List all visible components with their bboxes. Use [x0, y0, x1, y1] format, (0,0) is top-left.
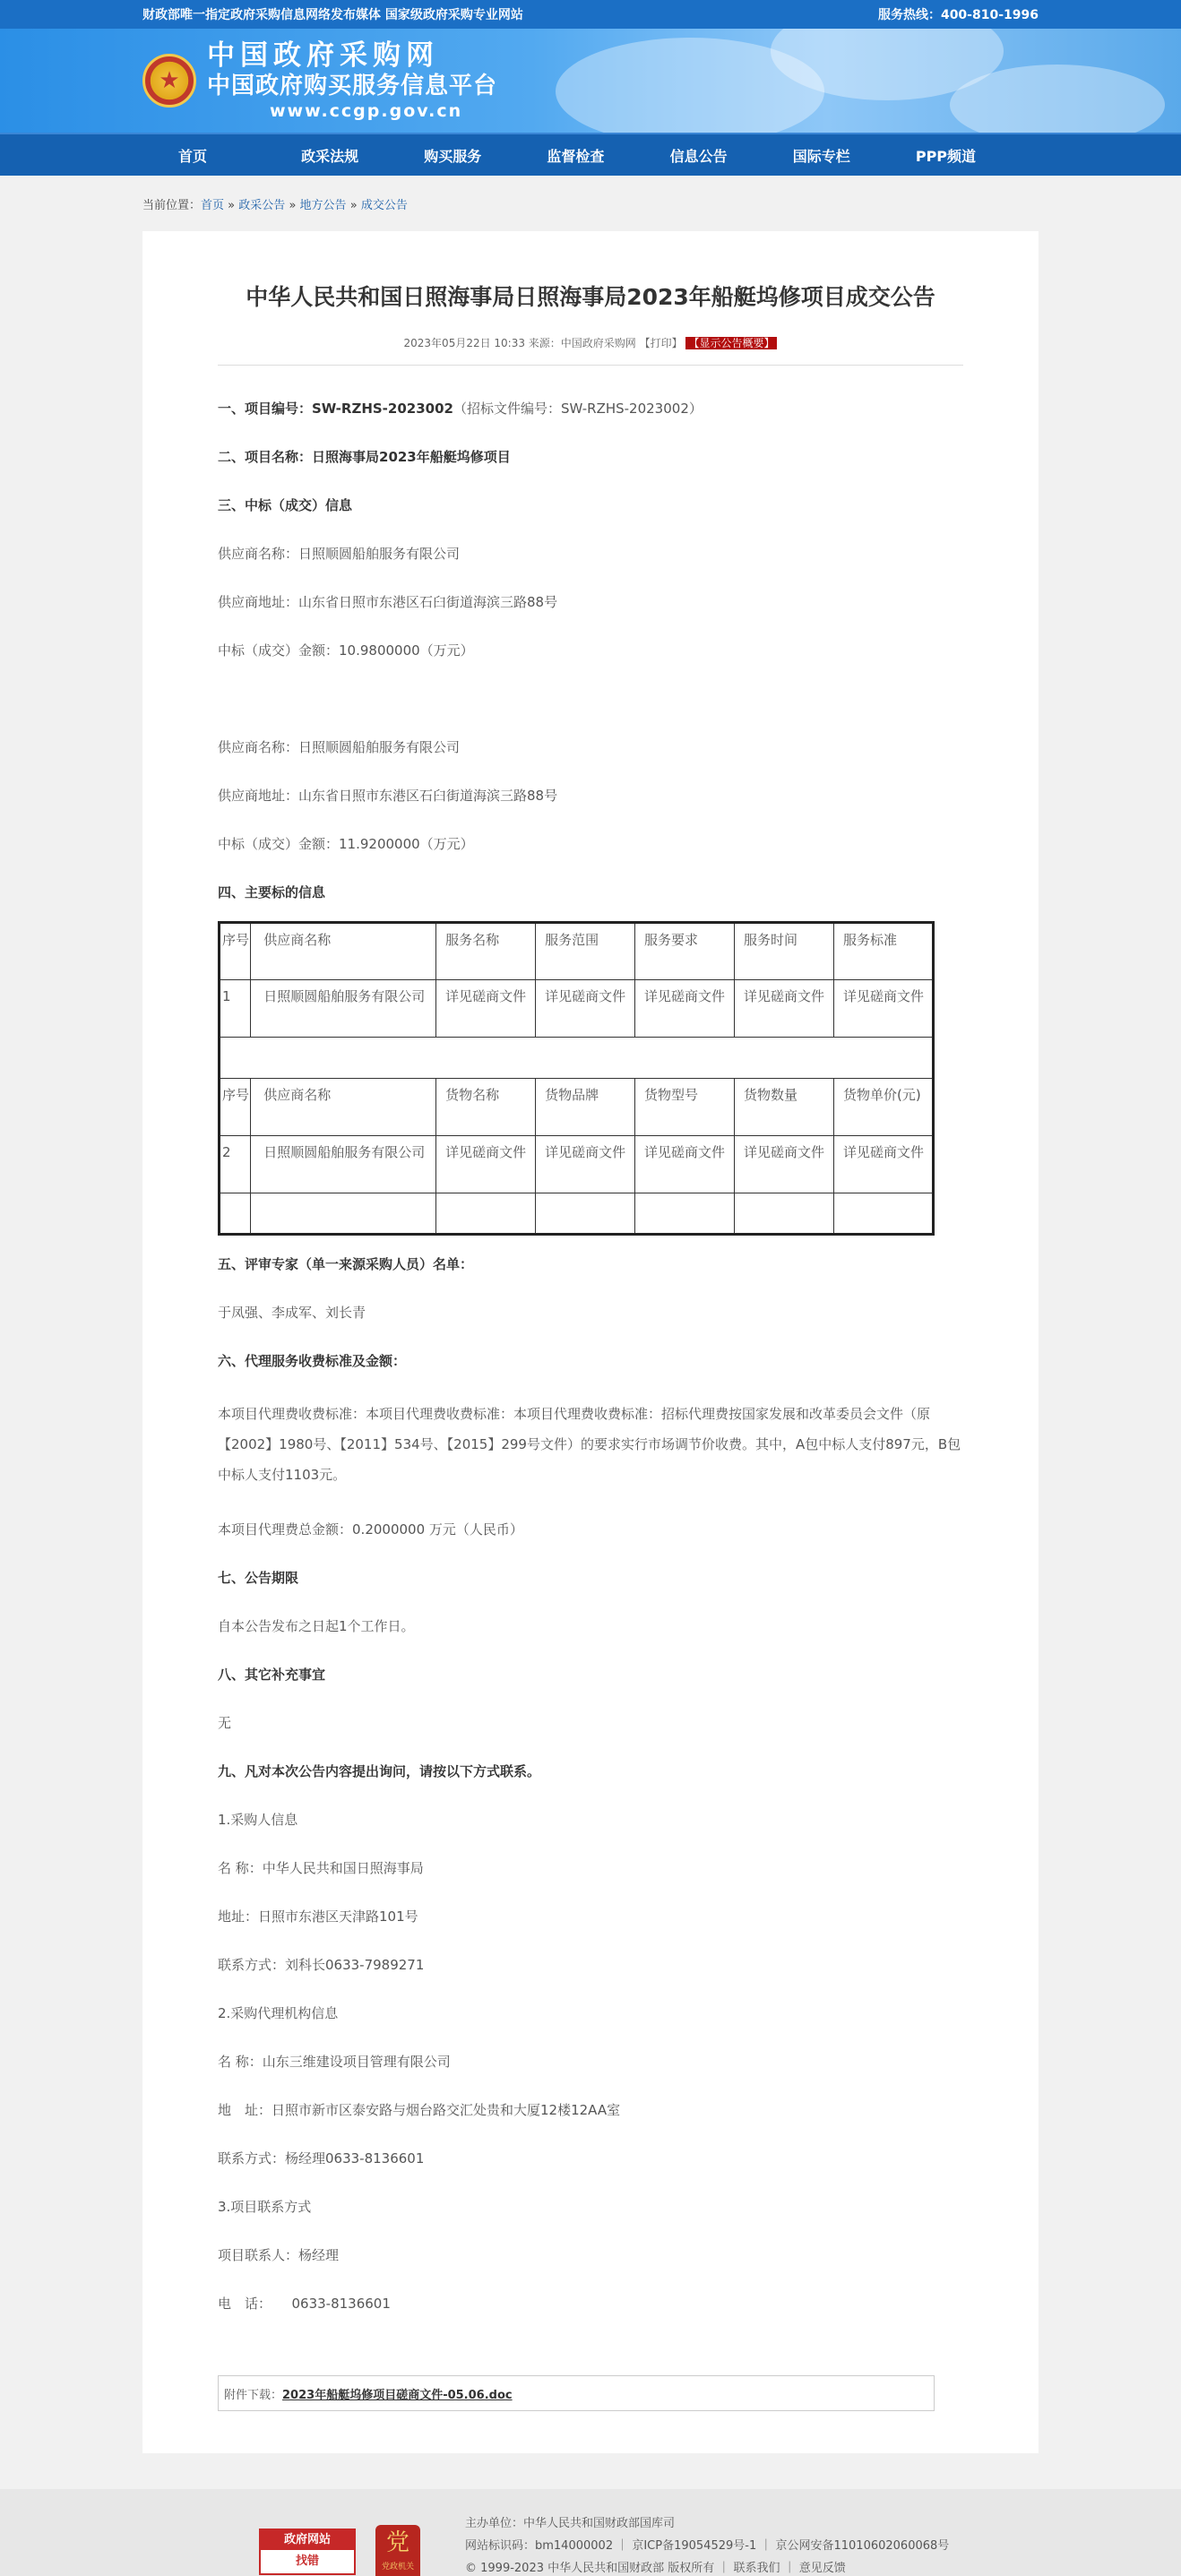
- site-banner: [0, 29, 1181, 133]
- nav-supervision[interactable]: 监督检查: [547, 147, 605, 165]
- table-row: 序号 供应商名称 服务名称 服务范围 服务要求 服务时间 服务标准: [220, 923, 934, 980]
- agency-contact: 联系方式：杨经理0633-8136601: [218, 2150, 425, 2167]
- purchaser-name: 名 称：中华人民共和国日照海事局: [218, 1860, 424, 1876]
- section-subject-heading: 四、主要标的信息: [218, 884, 326, 900]
- article-panel: [142, 231, 1039, 2453]
- attachment-label: 附件下载：: [224, 2388, 283, 2402]
- section-period-heading: 七、公告期限: [218, 1570, 299, 1586]
- attachment-box: [218, 2375, 935, 2411]
- article-meta: 2023年05月22日 10:33 来源：中国政府采购网 【打印】 【显示公告概要】: [218, 335, 963, 366]
- announcement-period: 自本公告发布之日起1个工作日。: [218, 1618, 415, 1634]
- fee-description: 本项目代理费收费标准：本项目代理费收费标准：本项目代理费收费标准：招标代理费按国家发展和改革委员会文件（原【2002】1980号、【2011】534号、【2015】299号文件）的要求实行市场调节价收费。其中，A包中标人支付897元，B包中标人支付1103元。: [218, 1406, 961, 1483]
- breadcrumb-home[interactable]: 首页: [201, 199, 225, 212]
- purchaser-heading: 1.采购人信息: [218, 1812, 298, 1828]
- table-row: 序号 供应商名称 货物名称 货物品牌 货物型号 货物数量 货物单价(元): [220, 1079, 934, 1136]
- table-row: 1 日照顺圆船舶服务有限公司 详见磋商文件 详见磋商文件 详见磋商文件 详见磋商文件 详见磋商文件: [220, 980, 934, 1038]
- site-footer: [0, 2489, 1181, 2576]
- footer-ids: 网站标识码：bm14000002 ｜ 京ICP备19054529号-1 ｜ 京公网安备11010602060068号: [465, 2539, 950, 2553]
- project-contact-phone: 电 话： 0633-8136601: [218, 2296, 391, 2312]
- site-title: 中国政府采购网: [207, 39, 439, 72]
- section-other-heading: 八、其它补充事宜: [218, 1667, 326, 1683]
- footer-host: 主办单位：中华人民共和国财政部国库司: [465, 2517, 676, 2530]
- breadcrumb: 当前位置：首页 » 政采公告 » 地方公告 » 成交公告: [142, 199, 408, 212]
- footer-info: [465, 2512, 949, 2576]
- nav-announcements[interactable]: 信息公告: [669, 147, 728, 165]
- agency-address: 地 址：日照市新市区泰安路与烟台路交汇处贵和大厦12楼12AA室: [218, 2102, 621, 2118]
- project-contact-person: 项目联系人：杨经理: [218, 2247, 340, 2263]
- breadcrumb-local[interactable]: 地方公告: [299, 199, 347, 212]
- section-award-heading: 三、中标（成交）信息: [218, 497, 353, 513]
- experts-list: 于凤强、李成军、刘长青: [218, 1305, 366, 1321]
- nav-regulations[interactable]: 政采法规: [301, 147, 359, 165]
- table-row: [220, 1193, 934, 1235]
- breadcrumb-deal[interactable]: 成交公告: [360, 199, 408, 212]
- other-matters: 无: [218, 1715, 232, 1731]
- top-bar: [0, 0, 1181, 29]
- breadcrumb-procurement[interactable]: 政采公告: [238, 199, 286, 212]
- agency-name: 名 称：山东三维建设项目管理有限公司: [218, 2054, 451, 2070]
- supplier-1-address: 供应商地址：山东省日照市东港区石臼街道海滨三路88号: [218, 594, 558, 610]
- party-emblem-icon: 党: [385, 2529, 409, 2556]
- table-row: 2 日照顺圆船舶服务有限公司 详见磋商文件 详见磋商文件 详见磋商文件 详见磋商文件 详见磋商文件: [220, 1136, 934, 1193]
- section-experts-heading: 五、评审专家（单一来源采购人员）名单：: [218, 1256, 474, 1272]
- nav-ppp[interactable]: PPP频道: [915, 147, 977, 165]
- service-hotline: 服务热线：400-810-1996: [877, 8, 1039, 22]
- supplier-1-name: 供应商名称：日照顺圆船舶服务有限公司: [218, 546, 461, 562]
- project-name: 二、项目名称：日照海事局2023年船艇坞修项目: [218, 449, 511, 465]
- project-number: 一、项目编号：SW-RZHS-2023002（招标文件编号：SW-RZHS-2023002）: [218, 401, 703, 417]
- fee-total: 本项目代理费总金额：0.2000000 万元（人民币）: [218, 1521, 523, 1538]
- article-title: 中华人民共和国日照海事局日照海事局2023年船艇坞修项目成交公告: [246, 284, 935, 310]
- supplier-2-address: 供应商地址：山东省日照市东港区石臼街道海滨三路88号: [218, 788, 558, 804]
- purchaser-address: 地址：日照市东港区天津路101号: [218, 1908, 418, 1925]
- show-summary-button[interactable]: 【显示公告概要】: [685, 337, 777, 349]
- article-content: [218, 400, 963, 2411]
- site-logo[interactable]: [207, 39, 497, 122]
- section-contact-heading: 九、凡对本次公告内容提出询问，请按以下方式联系。: [218, 1763, 541, 1779]
- attachment-link[interactable]: 2023年船艇坞修项目磋商文件-05.06.doc: [282, 2388, 513, 2402]
- site-url: www.ccgp.gov.cn: [270, 101, 463, 121]
- project-contact-heading: 3.项目联系方式: [218, 2199, 312, 2215]
- gov-site-error-report-badge[interactable]: 政府网站 找错: [259, 2529, 356, 2575]
- footer-copyright: © 1999-2023 中华人民共和国财政部 版权所有 ｜ 联系我们 ｜ 意见反馈: [465, 2562, 846, 2575]
- nav-purchase-services[interactable]: 购买服务: [424, 147, 482, 165]
- supplier-2-name: 供应商名称：日照顺圆船舶服务有限公司: [218, 739, 461, 755]
- supplier-1-amount: 中标（成交）金额：10.9800000（万元）: [218, 642, 474, 659]
- main-nav: [0, 133, 1181, 176]
- table-row: [220, 1038, 934, 1079]
- top-bar-slogan: 财政部唯一指定政府采购信息网络发布媒体 国家级政府采购专业网站: [142, 8, 523, 22]
- nav-international[interactable]: 国际专栏: [792, 147, 850, 165]
- supplier-2-amount: 中标（成交）金额：11.9200000（万元）: [218, 836, 474, 852]
- agency-heading: 2.采购代理机构信息: [218, 2005, 339, 2021]
- national-emblem-icon: ★: [142, 54, 196, 108]
- site-subtitle: 中国政府购买服务信息平台: [207, 73, 498, 99]
- subject-table: [218, 921, 935, 1236]
- nav-home[interactable]: 首页: [178, 147, 208, 165]
- party-gov-badge[interactable]: 党 党政机关: [375, 2525, 420, 2576]
- purchaser-contact: 联系方式：刘科长0633-7989271: [218, 1957, 425, 1973]
- section-fee-heading: 六、代理服务收费标准及金额：: [218, 1353, 407, 1369]
